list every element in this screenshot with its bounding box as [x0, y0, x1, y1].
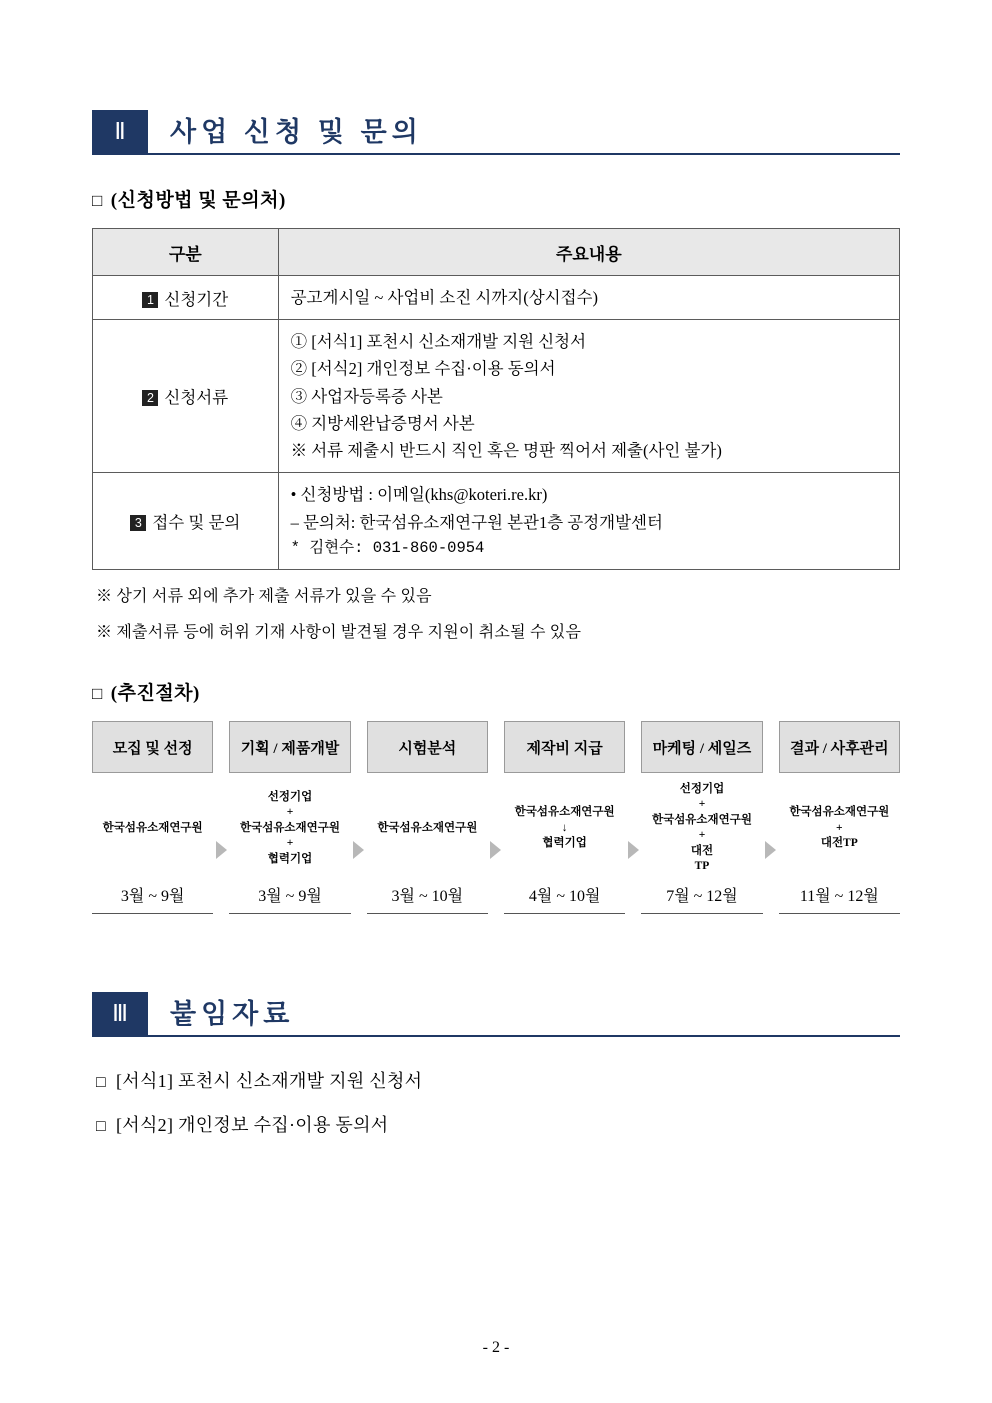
flow-stage-actors — [652, 773, 752, 883]
flow-actor-line: 한국섬유소재연구원 — [514, 806, 615, 819]
flow-stage-title: 모집 및 선정 — [92, 721, 213, 773]
flow-actor-line: + — [698, 798, 706, 811]
flow-stage-period: 3월 ~ 10월 — [367, 883, 488, 914]
flow-stage-title: 제작비 지급 — [504, 721, 625, 773]
content-line: ④ 지방세완납증명서 사본 — [290, 413, 475, 433]
flow-actor-line: + — [836, 821, 843, 834]
flow-actor-line: 대전 — [690, 844, 714, 857]
row-label-text: 신청서류 — [164, 388, 229, 408]
content-line-email: • 신청방법 : 이메일(khs@koteri.re.kr) — [290, 485, 548, 505]
flow-stage-6 — [779, 721, 900, 914]
section-number-2: Ⅱ — [92, 110, 148, 153]
flow-stage-title: 마케팅 / 세일즈 — [641, 721, 762, 773]
subheading-label: (신청방법 및 문의처) — [110, 190, 286, 211]
row-number-badge: 1 — [142, 292, 158, 308]
application-info-table — [92, 228, 900, 570]
flow-stage-4 — [504, 721, 625, 914]
flow-stage-period: 4월 ~ 10월 — [504, 883, 625, 914]
process-flow-diagram — [92, 721, 900, 914]
flow-arrow-icon — [351, 721, 367, 859]
flow-stage-title: 결과 / 사후관리 — [779, 721, 900, 773]
row-content-period — [278, 276, 899, 320]
flow-arrow-icon — [763, 721, 779, 859]
page-number: - 2 - — [482, 1339, 510, 1356]
flow-actor-line: 한국섬유소재연구원 — [789, 806, 890, 819]
flow-actor-arrow: ↓ — [561, 821, 568, 834]
content-line: ② [서식2] 개인정보 수집·이용 동의서 — [290, 359, 556, 379]
table-row — [93, 320, 900, 473]
attachment-label: [서식2] 개인정보 수집·이용 동의서 — [115, 1115, 389, 1136]
flow-actor-line: + — [286, 806, 294, 819]
content-line: 공고게시일 ~ 사업비 소진 시까지(상시접수) — [290, 288, 598, 307]
flow-stage-title: 시험분석 — [367, 721, 488, 773]
note-additional-documents: ※ 상기 서류 외에 추가 제출 서류가 있을 수 있음 — [96, 588, 432, 606]
flow-stage-actors — [103, 773, 203, 883]
table-header-row — [93, 229, 900, 276]
flow-actor-line: TP — [694, 860, 710, 873]
flow-actor-line: 협력기업 — [267, 852, 313, 865]
square-bullet-icon: □ — [96, 1118, 106, 1136]
row-label-period — [93, 276, 279, 320]
square-bullet-icon: □ — [92, 191, 103, 210]
row-content-documents — [278, 320, 899, 473]
flow-stage-actors — [377, 773, 477, 883]
square-bullet-icon: □ — [92, 684, 103, 704]
row-number-badge: 3 — [130, 515, 146, 531]
flow-actor-line: + — [698, 829, 706, 842]
flow-actor-line: 선정기업 — [679, 782, 725, 795]
row-content-contact — [278, 473, 899, 570]
flow-actor-line: 한국섬유소재연구원 — [651, 813, 752, 826]
flow-arrow-icon — [213, 721, 229, 859]
subheading-label: (추진절차) — [110, 683, 200, 705]
column-header-details: 주요내용 — [278, 229, 899, 276]
flow-actor-line: 한국섬유소재연구원 — [102, 821, 203, 834]
flow-arrow-icon — [625, 721, 641, 859]
list-item — [96, 1067, 900, 1093]
table-row — [93, 276, 900, 320]
flow-stage-actors — [515, 773, 615, 883]
subheading-process — [92, 678, 900, 705]
flow-stage-title: 기획 / 제품개발 — [229, 721, 350, 773]
content-line: ※ 서류 제출시 반드시 직인 혹은 명판 찍어서 제출(사인 불가) — [290, 441, 722, 461]
subheading-application-method — [92, 185, 900, 212]
row-label-text: 신청기간 — [164, 289, 229, 309]
row-number-badge: 2 — [142, 390, 158, 406]
flow-stage-period: 11월 ~ 12월 — [779, 883, 900, 914]
flow-stage-period: 3월 ~ 9월 — [229, 883, 350, 914]
section-number-3: Ⅲ — [92, 992, 148, 1035]
flow-actor-line: 한국섬유소재연구원 — [240, 821, 340, 834]
square-bullet-icon: □ — [96, 1074, 106, 1092]
flow-stage-3 — [367, 721, 488, 914]
flow-stage-period: 3월 ~ 9월 — [92, 883, 213, 914]
row-label-documents — [93, 320, 279, 473]
row-label-text: 접수 및 문의 — [152, 513, 241, 533]
flow-stage-2 — [229, 721, 350, 914]
section-heading-3 — [92, 992, 900, 1037]
row-label-contact — [93, 473, 279, 570]
content-line: ③ 사업자등록증 사본 — [290, 386, 443, 406]
flow-stage-period: 7월 ~ 12월 — [641, 883, 762, 914]
flow-stage-actors — [240, 773, 340, 883]
section-title-2: 사업 신청 및 문의 — [170, 117, 423, 147]
attachment-label: [서식1] 포천시 신소재개발 지원 신청서 — [115, 1071, 423, 1092]
flow-stage-actors — [789, 773, 889, 883]
content-line-phone: * 김현수: 031-860-0954 — [290, 538, 485, 557]
flow-actor-line: + — [286, 837, 294, 850]
flow-arrow-icon — [488, 721, 504, 859]
flow-stage-1 — [92, 721, 213, 914]
flow-actor-line: 협력기업 — [542, 837, 587, 850]
table-row — [93, 473, 900, 570]
list-item — [96, 1111, 900, 1137]
section-title-3: 붙임자료 — [170, 999, 295, 1030]
flow-actor-line: 대전TP — [820, 837, 858, 850]
flow-stage-5 — [641, 721, 762, 914]
content-line: ① [서식1] 포천시 신소재개발 지원 신청서 — [290, 332, 587, 352]
column-header-category: 구분 — [93, 229, 279, 276]
content-line-office: – 문의처: 한국섬유소재연구원 본관1층 공정개발센터 — [290, 512, 663, 532]
flow-actor-line: 선정기업 — [267, 790, 313, 803]
flow-actor-line: 한국섬유소재연구원 — [377, 821, 478, 834]
note-false-statement: ※ 제출서류 등에 허위 기재 사항이 발견될 경우 지원이 취소될 수 있음 — [96, 624, 582, 642]
section-heading-2 — [92, 110, 900, 155]
